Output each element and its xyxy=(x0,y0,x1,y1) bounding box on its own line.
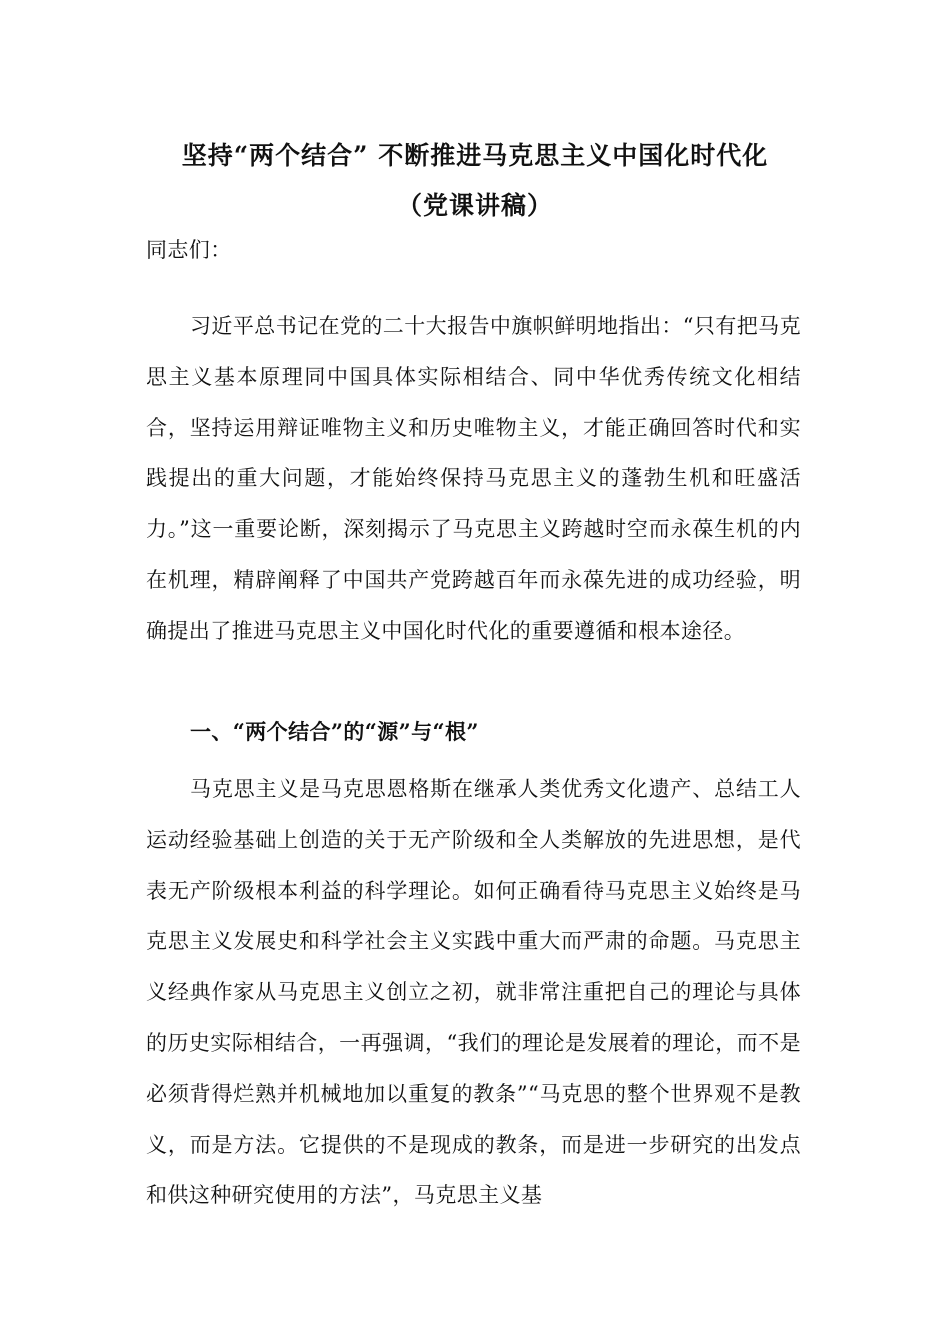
section-heading-1: 一、“两个结合”的“源”与“根” xyxy=(190,719,479,744)
greeting: 同志们： xyxy=(146,238,232,262)
document-title: 坚持“两个结合” 不断推进马克思主义中国化时代化 xyxy=(181,141,769,170)
document-subtitle: （党课讲稿） xyxy=(396,191,553,220)
paragraph-intro: 习近平总书记在党的二十大报告中旗帜鲜明地指出：“只有把马克思主义基本原理同中国具体实际相结合、同中华优秀传统文化相结合，坚持运用辩证唯物主义和历史唯物主义，才能正确回答时代和实践提出的重大问题，才能始终保持马克思主义的蓬勃生机和旺盛活力。”这一重要论断，深刻揭示了马克思主义跨越时空而永葆生机的内在机理，精辟阐释了中国共产党跨越百年而永葆先进的成功经验，明确提出了推进马克思主义中国化时代化的重要遵循和根本途径。 xyxy=(146,314,801,643)
paragraph-section-1: 马克思主义是马克思恩格斯在继承人类优秀文化遗产、总结工人运动经验基础上创造的关于无产阶级和全人类解放的先进思想，是代表无产阶级根本利益的科学理论。如何正确看待马克思主义始终是马克思主义发展史和科学社会主义实践中重大而严肃的命题。马克思主义经典作家从马克思主义创立之初，就非常注重把自己的理论与具体的历史实际相结合，一再强调，“我们的理论是发展着的理论，而不是必须背得烂熟并机械地加以重复的教条”“马克思的整个世界观不是教义，而是方法。它提供的不是现成的教条，而是进一步研究的出发点和供这种研究使用的方法”，马克思主义基 xyxy=(146,777,801,1208)
